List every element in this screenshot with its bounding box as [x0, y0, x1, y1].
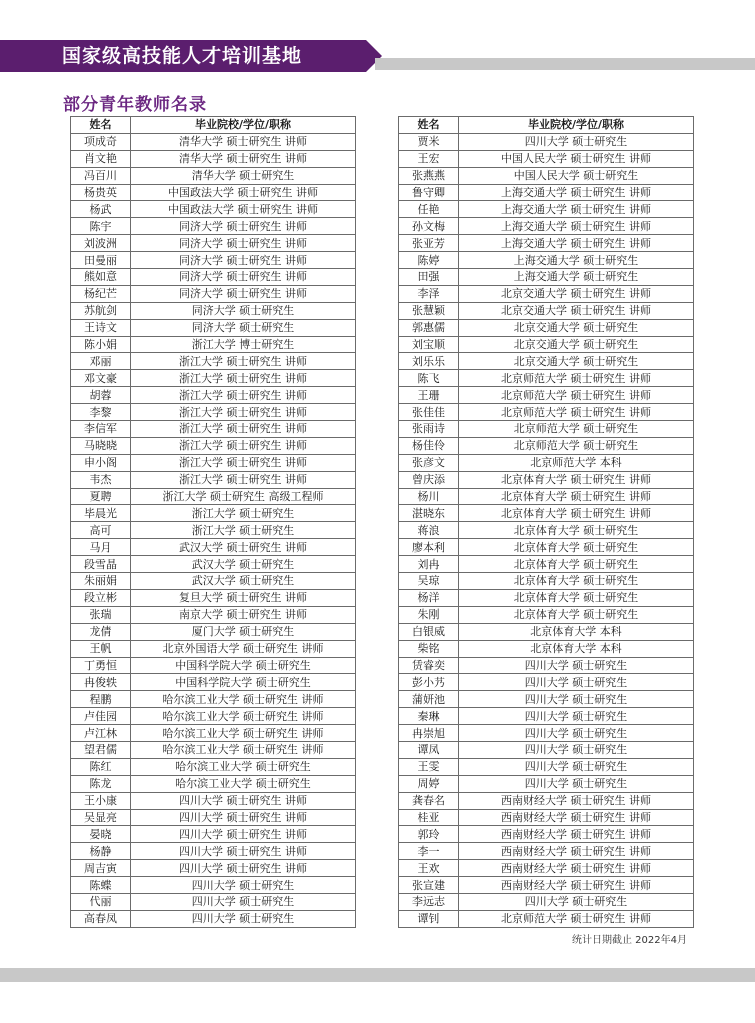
- table-row: [399, 606, 694, 623]
- table-row: [399, 201, 694, 218]
- teacher-name: 张彦文: [399, 454, 459, 471]
- table-row: [399, 826, 694, 843]
- teacher-detail: 四川大学 硕士研究生: [459, 893, 694, 910]
- teacher-name: 王诗文: [71, 319, 131, 336]
- table-row: [399, 252, 694, 269]
- teacher-detail: 清华大学 硕士研究生 讲师: [131, 150, 356, 167]
- teacher-detail: 上海交通大学 硕士研究生: [459, 269, 694, 286]
- teacher-name: 陈小娟: [71, 336, 131, 353]
- teacher-detail: 复旦大学 硕士研究生 讲师: [131, 589, 356, 606]
- teacher-name: 王小康: [71, 792, 131, 809]
- table-row: [399, 285, 694, 302]
- table-row: [399, 792, 694, 809]
- teacher-detail: 中国人民大学 硕士研究生 讲师: [459, 150, 694, 167]
- teacher-name: 蒲妍池: [399, 691, 459, 708]
- table-row: [399, 437, 694, 454]
- teacher-name: 胡蓉: [71, 387, 131, 404]
- teacher-name: 王宏: [399, 150, 459, 167]
- teacher-detail: 同济大学 硕士研究生: [131, 319, 356, 336]
- teacher-name: 白银威: [399, 623, 459, 640]
- teacher-detail: 中国政法大学 硕士研究生 讲师: [131, 184, 356, 201]
- teacher-detail: 上海交通大学 硕士研究生 讲师: [459, 218, 694, 235]
- table-row: [399, 775, 694, 792]
- table-row: [71, 657, 356, 674]
- table-row: [399, 809, 694, 826]
- teacher-name: 郭玲: [399, 826, 459, 843]
- teacher-detail: 西南财经大学 硕士研究生 讲师: [459, 809, 694, 826]
- table-row: [399, 421, 694, 438]
- teacher-detail: 四川大学 硕士研究生: [131, 877, 356, 894]
- teacher-name: 周婷: [399, 775, 459, 792]
- teacher-name: 苏航剑: [71, 302, 131, 319]
- table-row: [399, 623, 694, 640]
- table-row: [399, 133, 694, 150]
- teacher-name: 熊如意: [71, 269, 131, 286]
- teacher-name: 刘宝顺: [399, 336, 459, 353]
- table-row: [399, 370, 694, 387]
- teacher-detail: 浙江大学 硕士研究生: [131, 505, 356, 522]
- table-row: [71, 471, 356, 488]
- table-row: [71, 623, 356, 640]
- teacher-name: 望君儒: [71, 741, 131, 758]
- teacher-name: 刘乐乐: [399, 353, 459, 370]
- teacher-detail: 四川大学 硕士研究生: [459, 758, 694, 775]
- teacher-detail: 四川大学 硕士研究生: [459, 741, 694, 758]
- table-row: [399, 674, 694, 691]
- teacher-detail: 浙江大学 硕士研究生 讲师: [131, 353, 356, 370]
- teacher-detail: 北京体育大学 本科: [459, 640, 694, 657]
- table-row: [71, 184, 356, 201]
- teacher-detail: 中国科学院大学 硕士研究生: [131, 674, 356, 691]
- teacher-name: 吴显亮: [71, 809, 131, 826]
- teacher-detail: 浙江大学 硕士研究生 高级工程师: [131, 488, 356, 505]
- header-name: 姓名: [71, 117, 131, 134]
- teacher-detail: 上海交通大学 硕士研究生 讲师: [459, 201, 694, 218]
- teacher-detail: 南京大学 硕士研究生 讲师: [131, 606, 356, 623]
- table-row: [71, 201, 356, 218]
- table-row: [399, 319, 694, 336]
- teacher-detail: 同济大学 硕士研究生 讲师: [131, 235, 356, 252]
- teacher-name: 高春凤: [71, 910, 131, 927]
- table-row: [399, 150, 694, 167]
- teacher-name: 李远志: [399, 893, 459, 910]
- teacher-name: 田强: [399, 269, 459, 286]
- teacher-name: 冯百川: [71, 167, 131, 184]
- table-row: [71, 640, 356, 657]
- teacher-name: 张宣建: [399, 877, 459, 894]
- teacher-detail: 同济大学 硕士研究生: [131, 302, 356, 319]
- teacher-detail: 西南财经大学 硕士研究生 讲师: [459, 877, 694, 894]
- teacher-name: 孙文梅: [399, 218, 459, 235]
- teacher-name: 郭惠儒: [399, 319, 459, 336]
- teacher-detail: 四川大学 硕士研究生: [459, 133, 694, 150]
- teacher-detail: 北京师范大学 硕士研究生: [459, 421, 694, 438]
- teacher-table-right: [398, 116, 694, 928]
- teacher-detail: 四川大学 硕士研究生: [459, 657, 694, 674]
- table-row: [399, 910, 694, 927]
- teacher-detail: 北京外国语大学 硕士研究生 讲师: [131, 640, 356, 657]
- teacher-detail: 北京师范大学 硕士研究生 讲师: [459, 387, 694, 404]
- teacher-name: 鲁守卿: [399, 184, 459, 201]
- teacher-name: 赁睿奕: [399, 657, 459, 674]
- header-detail: 毕业院校/学位/职称: [131, 117, 356, 134]
- table-row: [71, 133, 356, 150]
- table-row: [71, 826, 356, 843]
- teacher-detail: 厦门大学 硕士研究生: [131, 623, 356, 640]
- table-row: [71, 589, 356, 606]
- teacher-detail: 四川大学 硕士研究生 讲师: [131, 860, 356, 877]
- teacher-name: 张燕燕: [399, 167, 459, 184]
- teacher-detail: 北京体育大学 硕士研究生: [459, 606, 694, 623]
- teacher-name: 张雨诗: [399, 421, 459, 438]
- teacher-detail: 上海交通大学 硕士研究生 讲师: [459, 184, 694, 201]
- teacher-name: 韦杰: [71, 471, 131, 488]
- teacher-detail: 浙江大学 硕士研究生 讲师: [131, 387, 356, 404]
- table-row: [399, 539, 694, 556]
- table-row: [399, 758, 694, 775]
- teacher-name: 陈红: [71, 758, 131, 775]
- table-row: [71, 505, 356, 522]
- teacher-detail: 北京交通大学 硕士研究生: [459, 353, 694, 370]
- teacher-detail: 四川大学 硕士研究生: [459, 708, 694, 725]
- teacher-detail: 北京体育大学 硕士研究生: [459, 522, 694, 539]
- teacher-name: 陈龙: [71, 775, 131, 792]
- teacher-detail: 北京体育大学 本科: [459, 623, 694, 640]
- banner-title: 国家级高技能人才培训基地: [62, 45, 303, 67]
- teacher-detail: 北京师范大学 硕士研究生 讲师: [459, 404, 694, 421]
- teacher-name: 刘波洲: [71, 235, 131, 252]
- teacher-name: 李黎: [71, 404, 131, 421]
- teacher-detail: 浙江大学 博士研究生: [131, 336, 356, 353]
- table-row: [71, 370, 356, 387]
- teacher-detail: 哈尔滨工业大学 硕士研究生 讲师: [131, 708, 356, 725]
- table-row: [399, 877, 694, 894]
- table-row: [399, 235, 694, 252]
- table-row: [399, 404, 694, 421]
- teacher-name: 朱刚: [399, 606, 459, 623]
- table-row: [71, 539, 356, 556]
- teacher-detail: 武汉大学 硕士研究生 讲师: [131, 539, 356, 556]
- banner-stripe: [375, 58, 755, 70]
- table-row: [399, 184, 694, 201]
- teacher-name: 肖文艳: [71, 150, 131, 167]
- table-row: [399, 218, 694, 235]
- teacher-detail: 同济大学 硕士研究生 讲师: [131, 269, 356, 286]
- teacher-detail: 上海交通大学 硕士研究生 讲师: [459, 235, 694, 252]
- teacher-name: 陈宇: [71, 218, 131, 235]
- table-row: [71, 606, 356, 623]
- teacher-name: 杨佳伶: [399, 437, 459, 454]
- teacher-name: 彭小艿: [399, 674, 459, 691]
- table-row: [71, 167, 356, 184]
- teacher-detail: 同济大学 硕士研究生 讲师: [131, 218, 356, 235]
- teacher-name: 卢江林: [71, 725, 131, 742]
- table-row: [399, 725, 694, 742]
- table-row: [399, 302, 694, 319]
- table-row: [71, 674, 356, 691]
- teacher-name: 杨洋: [399, 589, 459, 606]
- table-row: [71, 218, 356, 235]
- teacher-detail: 上海交通大学 硕士研究生: [459, 252, 694, 269]
- teacher-name: 贾米: [399, 133, 459, 150]
- teacher-detail: 北京师范大学 硕士研究生 讲师: [459, 370, 694, 387]
- teacher-name: 晏晓: [71, 826, 131, 843]
- table-row: [71, 353, 356, 370]
- table-row: [399, 471, 694, 488]
- teacher-detail: 哈尔滨工业大学 硕士研究生: [131, 758, 356, 775]
- teacher-detail: 四川大学 硕士研究生: [131, 893, 356, 910]
- teacher-name: 湛晓东: [399, 505, 459, 522]
- table-row: [399, 167, 694, 184]
- teacher-name: 毕晨光: [71, 505, 131, 522]
- table-row: [71, 336, 356, 353]
- teacher-name: 张瑞: [71, 606, 131, 623]
- teacher-name: 冉崇旭: [399, 725, 459, 742]
- table-row: [399, 454, 694, 471]
- teacher-name: 龙倩: [71, 623, 131, 640]
- teacher-detail: 北京交通大学 硕士研究生 讲师: [459, 302, 694, 319]
- teacher-detail: 四川大学 硕士研究生: [459, 775, 694, 792]
- teacher-name: 柴铭: [399, 640, 459, 657]
- table-row: [399, 589, 694, 606]
- teacher-name: 吴琼: [399, 573, 459, 590]
- table-row: [399, 640, 694, 657]
- teacher-name: 秦琳: [399, 708, 459, 725]
- teacher-detail: 哈尔滨工业大学 硕士研究生 讲师: [131, 741, 356, 758]
- table-header-row: [399, 117, 694, 134]
- table-row: [71, 843, 356, 860]
- table-row: [71, 573, 356, 590]
- table-row: [71, 454, 356, 471]
- footer-bar: [0, 968, 755, 982]
- table-row: [71, 252, 356, 269]
- teacher-name: 杨武: [71, 201, 131, 218]
- teacher-name: 冉俊轶: [71, 674, 131, 691]
- table-row: [71, 758, 356, 775]
- teacher-name: 李一: [399, 843, 459, 860]
- teacher-name: 谭钊: [399, 910, 459, 927]
- teacher-detail: 武汉大学 硕士研究生: [131, 573, 356, 590]
- teacher-name: 张慧颖: [399, 302, 459, 319]
- teacher-name: 周吉寅: [71, 860, 131, 877]
- teacher-name: 王雯: [399, 758, 459, 775]
- table-row: [399, 353, 694, 370]
- teacher-name: 李泽: [399, 285, 459, 302]
- table-row: [399, 336, 694, 353]
- table-row: [71, 893, 356, 910]
- teacher-detail: 浙江大学 硕士研究生 讲师: [131, 370, 356, 387]
- table-row: [71, 877, 356, 894]
- teacher-name: 桂亚: [399, 809, 459, 826]
- table-row: [399, 860, 694, 877]
- table-row: [71, 235, 356, 252]
- table-row: [71, 387, 356, 404]
- teacher-name: 张佳佳: [399, 404, 459, 421]
- header-detail: 毕业院校/学位/职称: [459, 117, 694, 134]
- teacher-detail: 四川大学 硕士研究生: [459, 674, 694, 691]
- teacher-detail: 北京师范大学 硕士研究生: [459, 437, 694, 454]
- teacher-name: 杨川: [399, 488, 459, 505]
- teacher-detail: 四川大学 硕士研究生: [131, 910, 356, 927]
- teacher-detail: 北京师范大学 硕士研究生 讲师: [459, 910, 694, 927]
- table-row: [399, 556, 694, 573]
- table-row: [399, 657, 694, 674]
- table-row: [71, 708, 356, 725]
- teacher-name: 王帆: [71, 640, 131, 657]
- table-row: [399, 691, 694, 708]
- teacher-detail: 北京师范大学 本科: [459, 454, 694, 471]
- teacher-detail: 浙江大学 硕士研究生 讲师: [131, 471, 356, 488]
- teacher-name: 代丽: [71, 893, 131, 910]
- teacher-detail: 哈尔滨工业大学 硕士研究生: [131, 775, 356, 792]
- teacher-name: 卢佳园: [71, 708, 131, 725]
- teacher-name: 刘冉: [399, 556, 459, 573]
- teacher-name: 张亚芳: [399, 235, 459, 252]
- teacher-detail: 武汉大学 硕士研究生: [131, 556, 356, 573]
- teacher-detail: 清华大学 硕士研究生 讲师: [131, 133, 356, 150]
- teacher-detail: 中国政法大学 硕士研究生 讲师: [131, 201, 356, 218]
- teacher-name: 马晓晓: [71, 437, 131, 454]
- table-row: [71, 556, 356, 573]
- teacher-detail: 北京体育大学 硕士研究生: [459, 539, 694, 556]
- table-row: [71, 522, 356, 539]
- teacher-detail: 浙江大学 硕士研究生 讲师: [131, 404, 356, 421]
- table-row: [399, 708, 694, 725]
- teacher-name: 曾庆添: [399, 471, 459, 488]
- table-row: [71, 437, 356, 454]
- teacher-name: 段雪晶: [71, 556, 131, 573]
- teacher-name: 任艳: [399, 201, 459, 218]
- teacher-name: 龚春名: [399, 792, 459, 809]
- teacher-name: 高可: [71, 522, 131, 539]
- teacher-detail: 西南财经大学 硕士研究生 讲师: [459, 843, 694, 860]
- teacher-name: 陈婷: [399, 252, 459, 269]
- table-header-row: [71, 117, 356, 134]
- teacher-name: 王珊: [399, 387, 459, 404]
- teacher-name: 廖本利: [399, 539, 459, 556]
- table-row: [71, 741, 356, 758]
- teacher-detail: 北京体育大学 硕士研究生: [459, 556, 694, 573]
- table-row: [399, 573, 694, 590]
- teacher-detail: 四川大学 硕士研究生 讲师: [131, 792, 356, 809]
- table-row: [71, 488, 356, 505]
- table-row: [71, 302, 356, 319]
- table-row: [71, 691, 356, 708]
- teacher-name: 丁勇恒: [71, 657, 131, 674]
- table-row: [71, 860, 356, 877]
- teacher-detail: 浙江大学 硕士研究生 讲师: [131, 454, 356, 471]
- table-row: [399, 741, 694, 758]
- teacher-detail: 北京体育大学 硕士研究生 讲师: [459, 488, 694, 505]
- table-row: [399, 387, 694, 404]
- teacher-detail: 西南财经大学 硕士研究生 讲师: [459, 826, 694, 843]
- teacher-detail: 中国人民大学 硕士研究生: [459, 167, 694, 184]
- table-row: [71, 421, 356, 438]
- teacher-detail: 浙江大学 硕士研究生 讲师: [131, 437, 356, 454]
- teacher-detail: 同济大学 硕士研究生 讲师: [131, 252, 356, 269]
- table-row: [71, 269, 356, 286]
- teacher-detail: 哈尔滨工业大学 硕士研究生 讲师: [131, 725, 356, 742]
- teacher-name: 王欢: [399, 860, 459, 877]
- teacher-detail: 北京交通大学 硕士研究生: [459, 336, 694, 353]
- teacher-name: 段立彬: [71, 589, 131, 606]
- teacher-detail: 北京体育大学 硕士研究生 讲师: [459, 505, 694, 522]
- teacher-name: 杨静: [71, 843, 131, 860]
- table-row: [71, 150, 356, 167]
- table-row: [71, 285, 356, 302]
- teacher-detail: 清华大学 硕士研究生: [131, 167, 356, 184]
- teacher-name: 杨贵英: [71, 184, 131, 201]
- teacher-name: 朱丽娟: [71, 573, 131, 590]
- table-row: [71, 319, 356, 336]
- teacher-detail: 哈尔滨工业大学 硕士研究生 讲师: [131, 691, 356, 708]
- table-row: [399, 893, 694, 910]
- teacher-name: 李信军: [71, 421, 131, 438]
- teacher-name: 蒋浪: [399, 522, 459, 539]
- teacher-detail: 浙江大学 硕士研究生 讲师: [131, 421, 356, 438]
- teacher-name: 杨纪芒: [71, 285, 131, 302]
- table-row: [399, 522, 694, 539]
- teacher-detail: 同济大学 硕士研究生 讲师: [131, 285, 356, 302]
- teacher-detail: 北京体育大学 硕士研究生: [459, 589, 694, 606]
- teacher-name: 邓文豪: [71, 370, 131, 387]
- table-row: [399, 843, 694, 860]
- teacher-name: 谭凤: [399, 741, 459, 758]
- teacher-name: 项成奇: [71, 133, 131, 150]
- teacher-detail: 四川大学 硕士研究生 讲师: [131, 809, 356, 826]
- teacher-table-left: [70, 116, 356, 928]
- teacher-detail: 北京体育大学 硕士研究生 讲师: [459, 471, 694, 488]
- table-row: [71, 404, 356, 421]
- section-subtitle: 部分青年教师名录: [63, 95, 207, 115]
- teacher-detail: 中国科学院大学 硕士研究生: [131, 657, 356, 674]
- table-row: [71, 725, 356, 742]
- teacher-detail: 四川大学 硕士研究生: [459, 691, 694, 708]
- teacher-name: 邓丽: [71, 353, 131, 370]
- table-row: [399, 505, 694, 522]
- teacher-name: 马月: [71, 539, 131, 556]
- teacher-name: 夏聘: [71, 488, 131, 505]
- teacher-name: 陈蝶: [71, 877, 131, 894]
- teacher-detail: 西南财经大学 硕士研究生 讲师: [459, 860, 694, 877]
- teacher-name: 申小阁: [71, 454, 131, 471]
- table-row: [71, 910, 356, 927]
- table-row: [399, 269, 694, 286]
- teacher-detail: 四川大学 硕士研究生 讲师: [131, 843, 356, 860]
- teacher-name: 陈飞: [399, 370, 459, 387]
- table-row: [71, 809, 356, 826]
- table-row: [71, 792, 356, 809]
- teacher-name: 田曼丽: [71, 252, 131, 269]
- teacher-detail: 北京体育大学 硕士研究生: [459, 573, 694, 590]
- teacher-detail: 四川大学 硕士研究生 讲师: [131, 826, 356, 843]
- table-row: [71, 775, 356, 792]
- teacher-detail: 西南财经大学 硕士研究生 讲师: [459, 792, 694, 809]
- teacher-detail: 北京交通大学 硕士研究生 讲师: [459, 285, 694, 302]
- header-name: 姓名: [399, 117, 459, 134]
- date-note: 统计日期截止 2022年4月: [572, 935, 687, 946]
- teacher-detail: 四川大学 硕士研究生: [459, 725, 694, 742]
- table-row: [399, 488, 694, 505]
- teacher-detail: 浙江大学 硕士研究生: [131, 522, 356, 539]
- teacher-detail: 北京交通大学 硕士研究生: [459, 319, 694, 336]
- teacher-name: 程鹏: [71, 691, 131, 708]
